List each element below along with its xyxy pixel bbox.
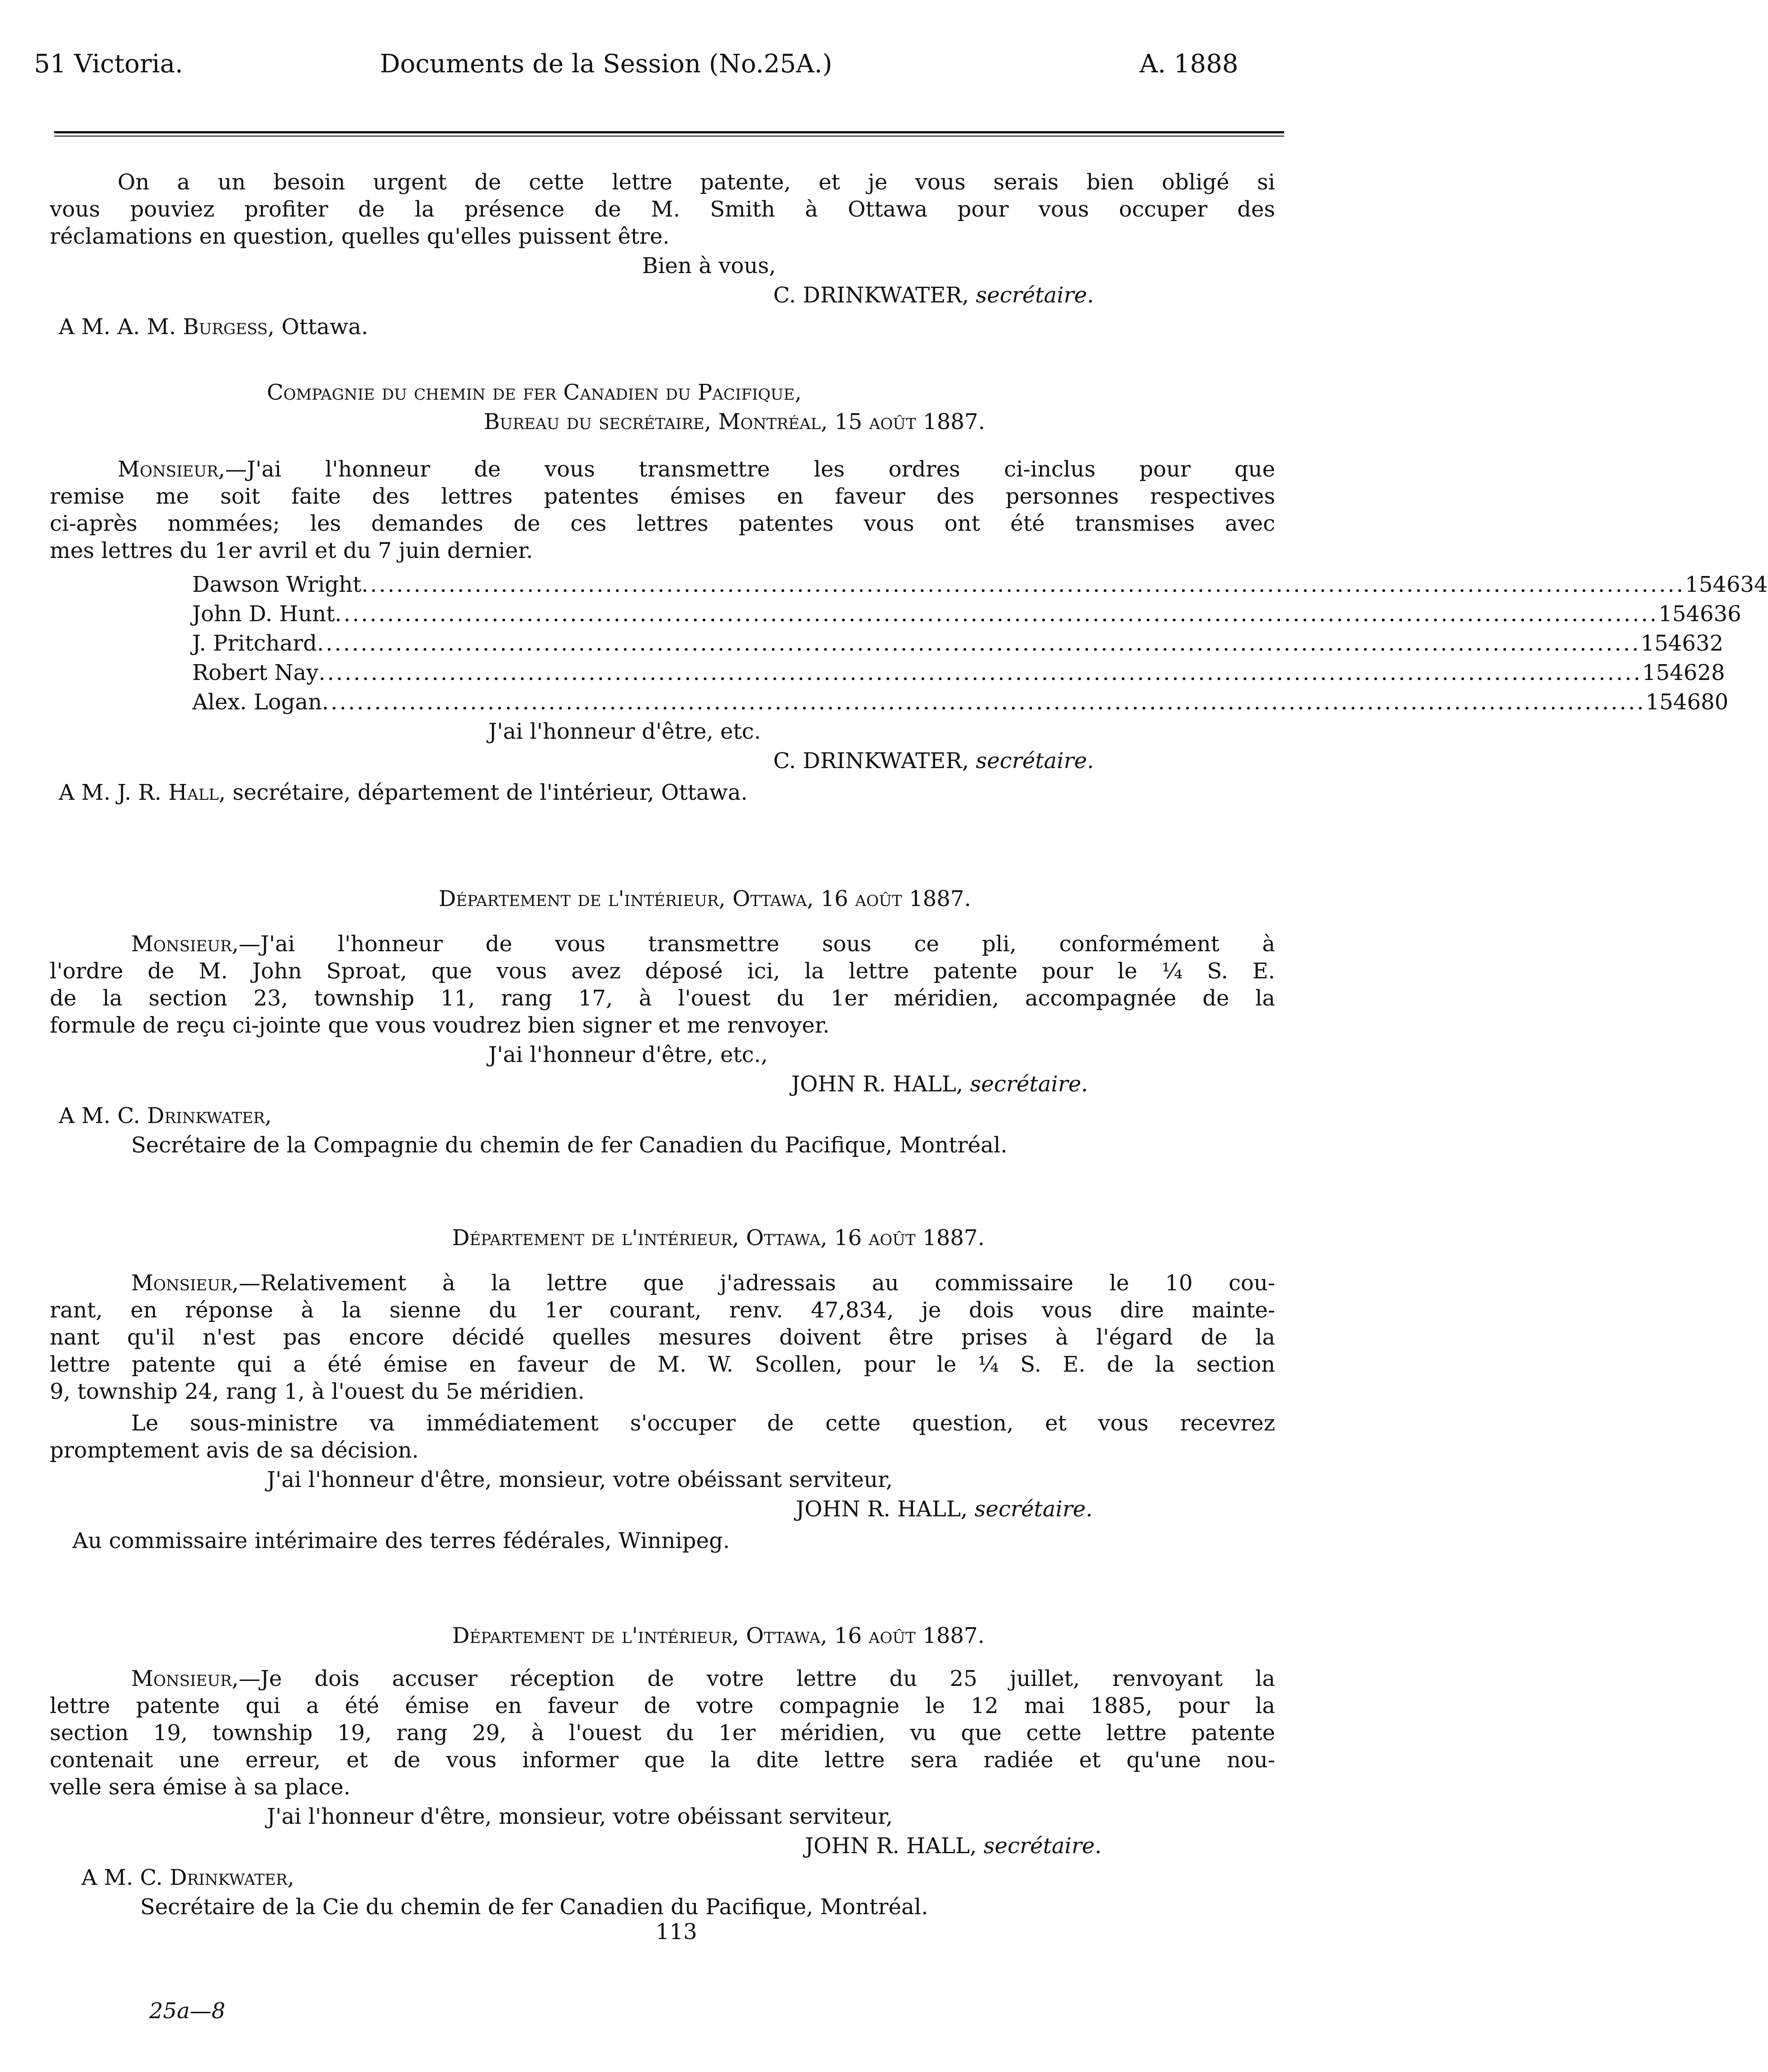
letter2-line-3: ci-après nommées; les demandes de ces lettres patentes vous ont été transmises avec [50,511,1275,536]
header-title: Documents de la Session (No.25A.) [380,49,832,79]
patent-row [192,572,1768,597]
patent-name: John D. Hunt [192,601,335,627]
signature-name: JOHN R. HALL, [791,1071,963,1097]
patent-name: J. Pritchard [192,631,317,656]
leader-dots: ........................................................................................................................................................ [318,660,1642,685]
letter5-heading [452,1623,985,1648]
dept-name: Département de l'intérieur, [439,886,726,911]
patent-row [192,601,1741,627]
letter4-addressee: Au commissaire intérimaire des terres fédérales, Winnipeg. [72,1528,730,1553]
place-date: Ottawa, 16 août 1887. [732,886,971,911]
letter5-line-4: contenait une erreur, et de vous informer que la dite lettre sera radiée et qu'une nou- [50,1747,1275,1773]
letter2-line-2: remise me soit faite des lettres patentes émises en faveur des personnes respectives [50,484,1275,509]
letter5-addressee [81,1865,294,1890]
leader-dots: ........................................................................................................................................................ [335,601,1659,627]
letter2-addressee [59,780,747,805]
letter3-line-3: de la section 23, township 11, rang 17, à l'ouest du 1er méridien, accompagnée de la [50,986,1275,1011]
addressee-name: Drinkwater, [147,1103,272,1128]
letter3-closing: J'ai l'honneur d'être, etc., [488,1042,768,1067]
patent-name: Dawson Wright [192,572,362,597]
addressee-prefix: A M. C. [59,1103,140,1128]
office-date: Montréal, 15 août 1887. [718,409,985,434]
letter2-office [484,409,985,434]
letter1-closing: Bien à vous, [642,253,776,278]
body-text: —J'ai l'honneur de vous transmettre les ordres ci-inclus pour que [225,457,1275,482]
leader-dots: ........................................................................................................................................................ [317,631,1641,656]
letter5-line-5: velle sera émise à sa place. [50,1775,350,1800]
letter3-addressee-line2: Secrétaire de la Compagnie du chemin de fer Canadien du Pacifique, Montréal. [131,1133,1007,1158]
letter2-company: Compagnie du chemin de fer Canadien du Pacifique, [267,380,802,405]
letter4-line-1 [131,1270,1275,1296]
dept-name: Département de l'intérieur, [452,1623,739,1648]
leader-dots: ........................................................................................................................................................ [361,572,1685,597]
place-date: Ottawa, 16 août 1887. [746,1623,985,1648]
signature-title: secrétaire. [983,1833,1102,1859]
salutation: Monsieur, [131,931,239,957]
addressee-name: Drinkwater, [170,1865,294,1890]
patent-number: 154628 [1642,660,1725,685]
header-rule [54,131,1284,133]
letter4-closing: J'ai l'honneur d'être, monsieur, votre obéissant serviteur, [267,1467,893,1492]
letter4-line-3: nant qu'il n'est pas encore décidé quelles mesures doivent être prises à l'égard de la [50,1325,1275,1350]
letter5-line-1 [131,1666,1275,1691]
signature-name: JOHN R. HALL, [805,1833,977,1859]
salutation: Monsieur, [131,1270,239,1296]
patent-number: 154636 [1658,601,1741,627]
signature-mark: 25a—8 [149,1998,226,2024]
page-number: 113 [656,1919,697,1945]
addressee-name: Hall, [168,780,226,805]
letter4-signature [796,1496,1092,1522]
letter3-line-1 [131,931,1275,957]
patent-row [192,660,1725,685]
body-text: —J'ai l'honneur de vous transmettre sous ce pli, conformément à [238,931,1275,957]
header-volume: 51 Victoria. [34,49,183,79]
patent-number: 154634 [1685,572,1768,597]
letter3-signature [791,1071,1088,1097]
letter2-line-4: mes lettres du 1er avril et du 7 juin dernier. [50,538,533,563]
letter5-line-3: section 19, township 19, rang 29, à l'ouest du 1er méridien, vu que cette lettre patente [50,1720,1275,1746]
letter4-heading [452,1225,985,1251]
patent-name: Alex. Logan [192,689,322,715]
patent-name: Robert Nay [192,660,319,685]
letter4-line-4: lettre patente qui a été émise en faveur de M. W. Scollen, pour le ¼ S. E. de la section [50,1352,1275,1377]
letter1-addressee [59,314,368,340]
signature-title: secrétaire. [970,1071,1088,1097]
signature-title: secrétaire. [975,748,1094,774]
office-name: Bureau du secrétaire, [484,409,712,434]
letter4-line-2: rant, en réponse à la sienne du 1er courant, renv. 47,834, je dois vous dire mainte- [50,1298,1275,1323]
letter2-signature [773,748,1094,774]
patent-row [192,631,1724,656]
letter3-heading [439,886,971,911]
letter4-para2-line-2: promptement avis de sa décision. [50,1438,419,1463]
letter2-closing: J'ai l'honneur d'être, etc. [488,719,761,744]
addressee-place: Ottawa. [281,314,368,340]
signature-name: JOHN R. HALL, [796,1496,968,1522]
addressee-prefix: A M. C. [81,1865,163,1890]
letter1-line-1: On a un besoin urgent de cette lettre patente, et je vous serais bien obligé si [118,170,1275,195]
signature-name: C. DRINKWATER, [773,748,969,774]
patent-number: 154632 [1640,631,1724,656]
letter4-line-5: 9, township 24, rang 1, à l'ouest du 5e méridien. [50,1379,585,1404]
signature-title: secrétaire. [975,283,1094,308]
salutation: Monsieur, [131,1666,239,1691]
body-text: —Je dois accuser réception de votre lettre du 25 juillet, renvoyant la [238,1666,1275,1691]
addressee-prefix: A M. A. M. [59,314,176,340]
addressee-rest: secrétaire, département de l'intérieur, Ottawa. [232,780,748,805]
addressee-name: Burgess, [183,314,275,340]
letter3-addressee [59,1103,272,1128]
letter5-closing: J'ai l'honneur d'être, monsieur, votre obéissant serviteur, [267,1804,893,1829]
leader-dots: ........................................................................................................................................................ [322,689,1646,715]
letter1-line-2: vous pouviez profiter de la présence de M. Smith à Ottawa pour vous occuper des [50,197,1275,222]
addressee-prefix: A M. J. R. [59,780,162,805]
letter3-line-4: formule de reçu ci-jointe que vous voudrez bien signer et me renvoyer. [50,1013,830,1038]
letter5-addressee-line2: Secrétaire de la Cie du chemin de fer Canadien du Pacifique, Montréal. [140,1894,928,1920]
letter2-line-1 [118,457,1275,482]
patent-row [192,689,1729,715]
letter5-line-2: lettre patente qui a été émise en faveur de votre compagnie le 12 mai 1885, pour la [50,1693,1275,1718]
place-date: Ottawa, 16 août 1887. [746,1225,985,1251]
letter4-para2-line-1: Le sous-ministre va immédiatement s'occuper de cette question, et vous recevrez [131,1411,1275,1436]
letter3-line-2: l'ordre de M. John Sproat, que vous avez déposé ici, la lettre patente pour le ¼ S. E. [50,958,1275,984]
body-text: —Relativement à la lettre que j'adressais au commissaire le 10 cou- [238,1270,1275,1296]
salutation: Monsieur, [118,457,225,482]
letter1-signature [773,283,1094,308]
letter5-signature [805,1833,1101,1859]
header-rule-thin [54,136,1284,137]
patent-number: 154680 [1645,689,1729,715]
signature-name: C. DRINKWATER, [773,283,969,308]
signature-title: secrétaire. [974,1496,1093,1522]
dept-name: Département de l'intérieur, [452,1225,739,1251]
letter1-line-3: réclamations en question, quelles qu'elles puissent être. [50,224,670,249]
header-year: A. 1888 [1139,49,1239,79]
